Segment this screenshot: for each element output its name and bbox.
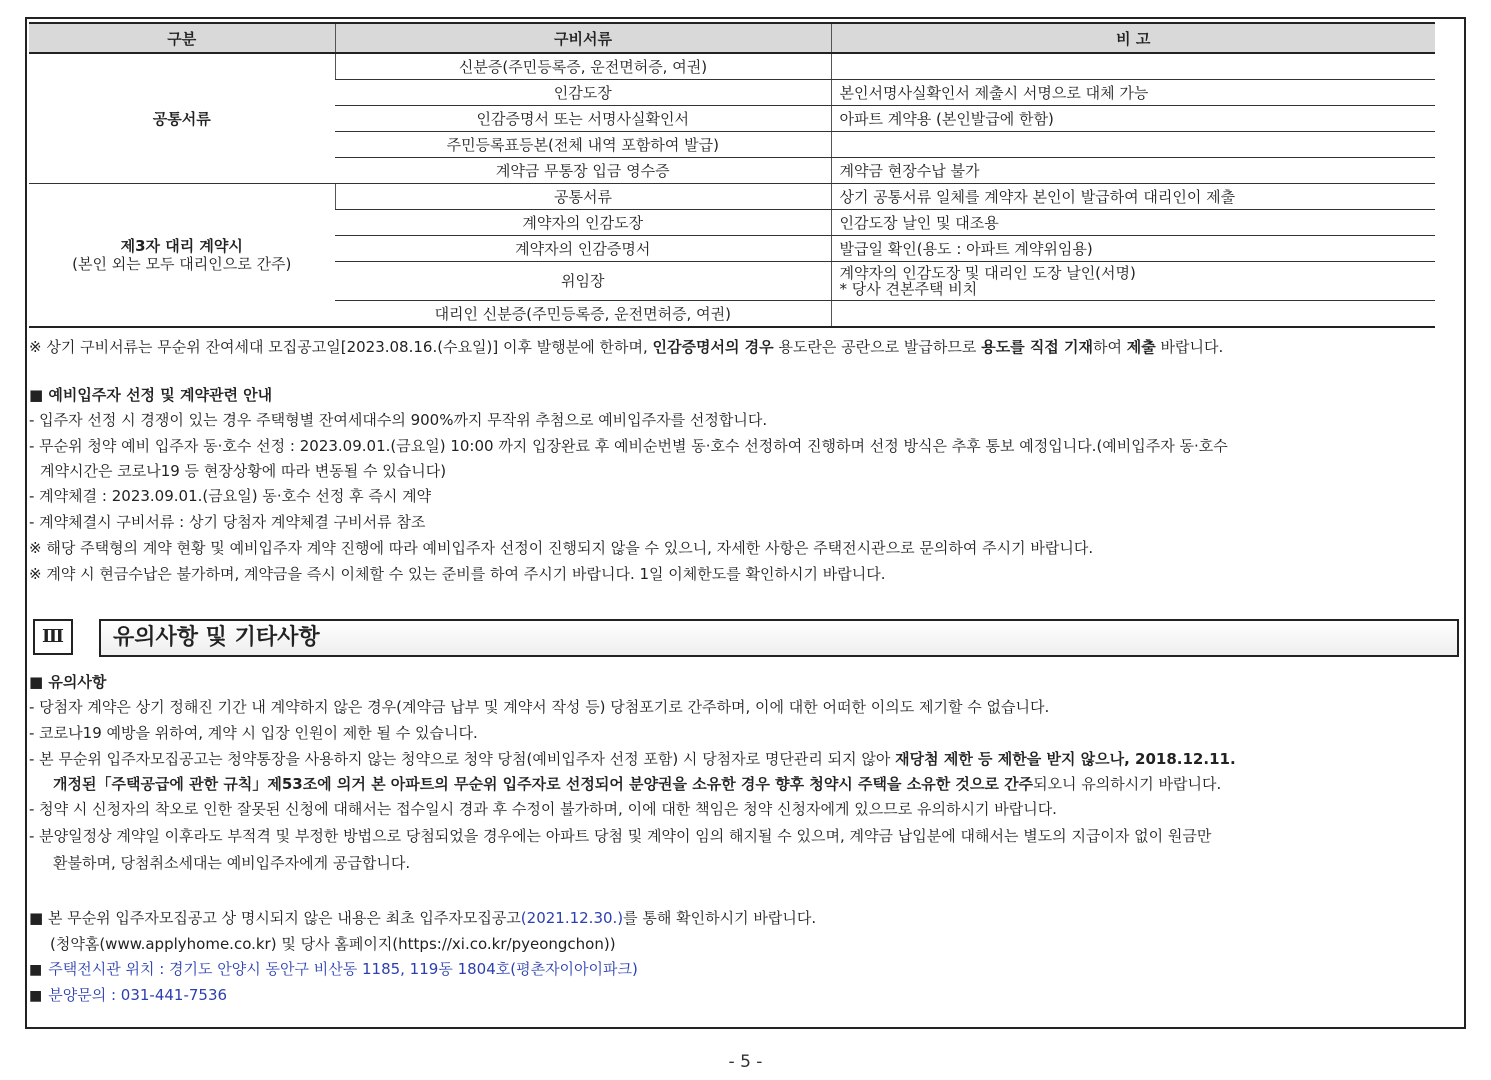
reserve-line: 계약시간은 코로나19 등 현장상황에 따라 변동될 수 있습니다) bbox=[40, 462, 447, 480]
section-number: Ⅲ bbox=[33, 619, 73, 655]
notice-line: - 당첨자 계약은 상기 정해진 기간 내 계약하지 않은 경우(계약금 납부 및 계약서 작성 등) 당첨포기로 간주하며, 이에 대한 어떠한 이의도 제기할 수 없습니다. bbox=[29, 698, 1050, 716]
note-cell: 인감도장 날인 및 대조용 bbox=[831, 210, 1435, 236]
note-cell: 아파트 계약용 (본인발급에 한함) bbox=[831, 106, 1435, 132]
reserve-line: - 무순위 청약 예비 입주자 동·호수 선정 : 2023.09.01.(금요일) 10:00 까지 입장완료 후 예비순번별 동·호수 선정하여 진행하며 선정 방식은 추후 통보 예정입니다.(예비입주자 동·호수 bbox=[29, 437, 1228, 455]
info-line-announcement: ■ 본 무순위 입주자모집공고 상 명시되지 않은 내용은 최초 입주자모집공고(2021.12.30.)를 통해 확인하시기 바랍니다. bbox=[29, 909, 817, 927]
note-cell bbox=[831, 301, 1435, 328]
notice-line: - 코로나19 예방을 위하여, 계약 시 입장 인원이 제한 될 수 있습니다. bbox=[29, 724, 478, 742]
doc-cell: 계약자의 인감도장 bbox=[335, 210, 831, 236]
reserve-line: ※ 계약 시 현금수납은 불가하며, 계약금을 즉시 이체할 수 있는 준비를 하여 주시기 바랍니다. 1일 이체한도를 확인하시기 바랍니다. bbox=[29, 565, 886, 583]
note-cell: 상기 공통서류 일체를 계약자 본인이 발급하여 대리인이 제출 bbox=[831, 184, 1435, 210]
info-line-contact: ■ 분양문의 : 031-441-7536 bbox=[29, 986, 228, 1004]
reserve-heading: ■ 예비입주자 선정 및 계약관련 안내 bbox=[29, 386, 273, 404]
notice-line: 환불하며, 당첨취소세대는 예비입주자에게 공급합니다. bbox=[53, 854, 411, 872]
note-cell: 발급일 확인(용도 : 아파트 계약위임용) bbox=[831, 236, 1435, 262]
doc-cell: 위임장 bbox=[335, 262, 831, 301]
notice-line: - 청약 시 신청자의 착오로 인한 잘못된 신청에 대해서는 접수일시 경과 후 수정이 불가하며, 이에 대한 책임은 청약 신청자에게 있으므로 유의하시기 바랍니다. bbox=[29, 800, 1057, 818]
header-remarks: 비 고 bbox=[831, 23, 1435, 53]
note-cell: 본인서명사실확인서 제출시 서명으로 대체 가능 bbox=[831, 80, 1435, 106]
bullet-square-icon: ■ bbox=[29, 988, 43, 1004]
doc-cell: 인감도장 bbox=[335, 80, 831, 106]
table-row bbox=[29, 184, 1435, 210]
group-common-docs: 공통서류 bbox=[29, 53, 335, 184]
reserve-line: - 계약체결 : 2023.09.01.(금요일) 동·호수 선정 후 즉시 계약 bbox=[29, 487, 432, 505]
notice-line: - 분양일정상 계약일 이후라도 부적격 및 부정한 방법으로 당첨되었을 경우에는 아파트 당첨 및 계약이 임의 해지될 수 있으며, 계약금 납입분에 대해서는 별도의 지급이자 없이 원금만 bbox=[29, 827, 1212, 845]
group-proxy-contract: 제3자 대리 계약시 (본인 외는 모두 대리인으로 간주) bbox=[29, 184, 335, 328]
reserve-line: ※ 해당 주택형의 계약 현황 및 예비입주자 계약 진행에 따라 예비입주자 선정이 진행되지 않을 수 있으니, 자세한 사항은 주택전시관으로 문의하여 주시기 바랍니다. bbox=[29, 539, 1094, 557]
doc-cell: 신분증(주민등록증, 운전면허증, 여권) bbox=[335, 53, 831, 80]
page-number: - 5 - bbox=[728, 1052, 763, 1072]
group-proxy-subtitle: (본인 외는 모두 대리인으로 간주) bbox=[72, 255, 292, 273]
notice-heading: ■ 유의사항 bbox=[29, 673, 107, 691]
reserve-line: - 계약체결시 구비서류 : 상기 당첨자 계약체결 구비서류 참조 bbox=[29, 513, 426, 531]
table-row bbox=[29, 53, 1435, 80]
table-header-row bbox=[29, 23, 1435, 53]
notice-line: 개정된「주택공급에 관한 규칙」제53조에 의거 본 아파트의 무순위 입주자로 선정되어 분양권을 소유한 경우 향후 청약시 주택을 소유한 것으로 간주되오니 유의하시기 바랍니다. bbox=[53, 775, 1222, 793]
header-documents: 구비서류 bbox=[335, 23, 831, 53]
note-cell: 계약자의 인감도장 및 대리인 도장 날인(서명) * 당사 견본주택 비치 bbox=[831, 262, 1435, 301]
bullet-square-icon: ■ bbox=[29, 962, 43, 978]
doc-cell: 대리인 신분증(주민등록증, 운전면허증, 여권) bbox=[335, 301, 831, 328]
info-line-location: ■ 주택전시관 위치 : 경기도 안양시 동안구 비산동 1185, 119동 1804호(평촌자이아이파크) bbox=[29, 960, 638, 978]
notice-line: - 본 무순위 입주자모집공고는 청약통장을 사용하지 않는 청약으로 청약 당첨(예비입주자 선정 포함) 시 당첨자로 명단관리 되지 않아 재당첨 제한 등 제한을 받지 않으나, 2018.12.11. bbox=[29, 750, 1236, 768]
doc-cell: 계약금 무통장 입금 영수증 bbox=[335, 158, 831, 184]
doc-cell: 인감증명서 또는 서명사실확인서 bbox=[335, 106, 831, 132]
doc-cell: 계약자의 인감증명서 bbox=[335, 236, 831, 262]
reserve-line: - 입주자 선정 시 경쟁이 있는 경우 주택형별 잔여세대수의 900%까지 무작위 추첨으로 예비입주자를 선정합니다. bbox=[29, 411, 768, 429]
header-category: 구분 bbox=[29, 23, 335, 53]
required-documents-table bbox=[29, 22, 1435, 328]
note-cell bbox=[831, 132, 1435, 158]
table-note: ※ 상기 구비서류는 무순위 잔여세대 모집공고일[2023.08.16.(수요일)] 이후 발행분에 한하며, 인감증명서의 경우 용도란은 공란으로 발급하므로 용도를 직접 기재하여 제출 바랍니다. bbox=[29, 338, 1224, 356]
info-line-websites: (청약홈(www.applyhome.co.kr) 및 당사 홈페이지(https://xi.co.kr/pyeongchon)) bbox=[50, 935, 616, 953]
doc-cell: 주민등록표등본(전체 내역 포함하여 발급) bbox=[335, 132, 831, 158]
note-cell bbox=[831, 53, 1435, 80]
doc-cell: 공통서류 bbox=[335, 184, 831, 210]
note-cell: 계약금 현장수납 불가 bbox=[831, 158, 1435, 184]
section-title: 유의사항 및 기타사항 bbox=[99, 619, 1459, 657]
